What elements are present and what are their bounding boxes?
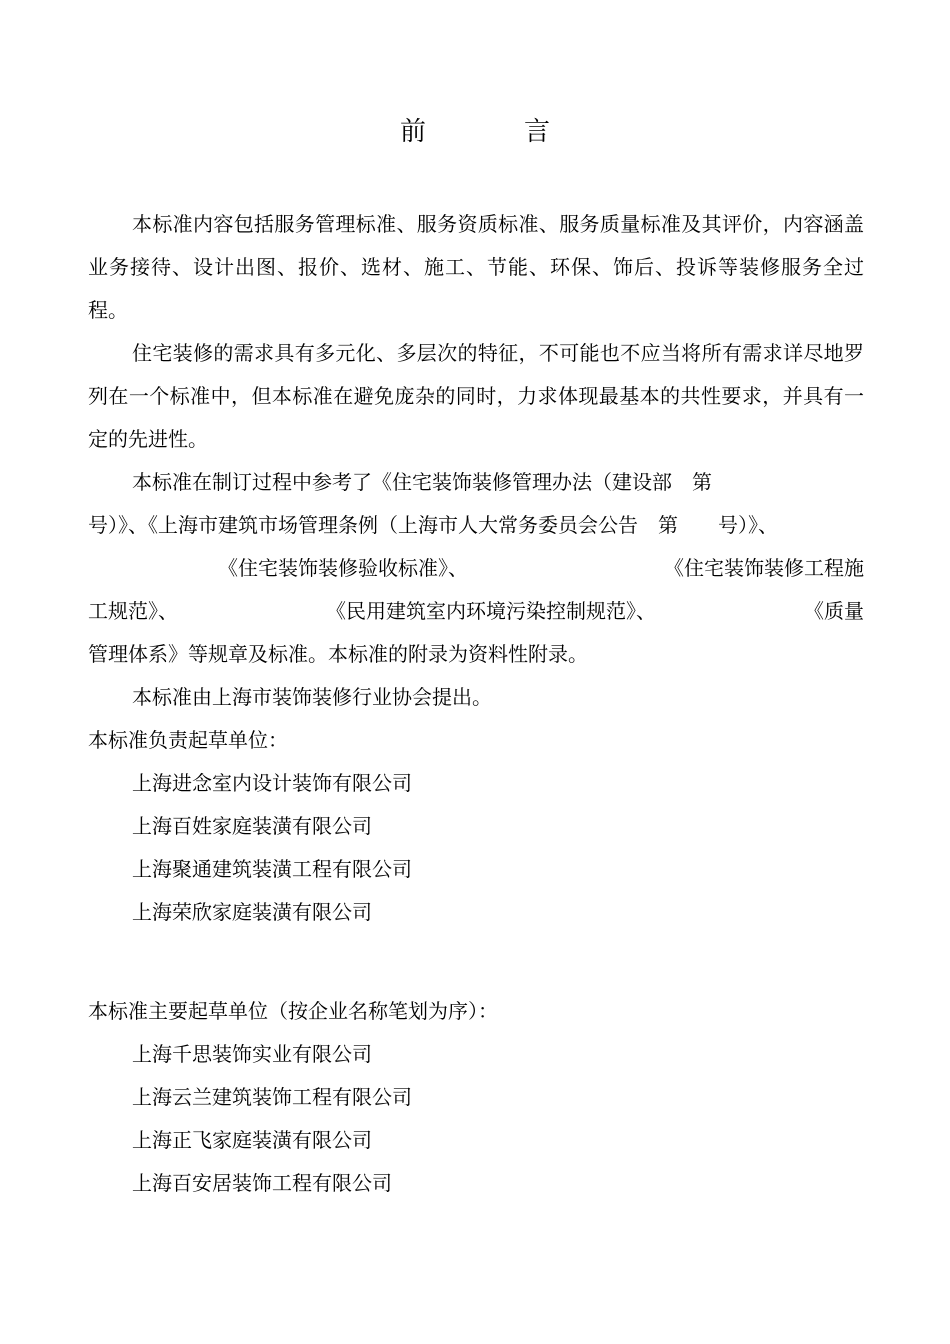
main-company: 上海千思装饰实业有限公司 [132,1042,372,1066]
main-drafters-heading: 本标准主要起草单位（按企业名称笔划为序）： [88,999,498,1023]
main-company: 上海百安居装饰工程有限公司 [132,1171,392,1195]
paragraph-requirements: 住宅装修的需求具有多元化、多层次的特征，不可能也不应当将所有需求详尽地罗列在一个标准中，但本标准在避免庞杂的同时，力求体现最基本的共性要求，并具有一定的先进性。 [88,341,864,451]
reference-quality-start: 《质量 [804,599,864,623]
paragraph-proposer: 本标准由上海市装饰装修行业协会提出。 [132,685,492,709]
reference-acceptance-standard: 《住宅装饰装修验收标准》、 [218,556,468,580]
main-company: 上海云兰建筑装饰工程有限公司 [132,1085,412,1109]
paragraph-scope: 本标准内容包括服务管理标准、服务资质标准、服务质量标准及其评价，内容涵盖业务接待、设计出图、报价、选材、施工、节能、环保、饰后、投诉等装修服务全过程。 [88,212,864,322]
reference-pollution-control: 《民用建筑室内环境污染控制规范》、 [326,599,656,623]
paragraph-references-line-1: 本标准在制订过程中参考了《住宅装饰装修管理办法（建设部 第 [132,470,712,494]
responsible-company: 上海聚通建筑装潢工程有限公司 [132,857,412,881]
paragraph-references-line-2: 号）》、《上海市建筑市场管理条例（上海市人大常务委员会公告 第 号）》、 [88,513,778,537]
main-drafters-section [88,990,864,1205]
responsible-company: 上海百姓家庭装潢有限公司 [132,814,372,838]
paragraph-references-line-4 [88,590,864,633]
responsible-company: 上海荣欣家庭装潢有限公司 [132,900,372,924]
responsible-company: 上海进念室内设计装饰有限公司 [132,771,412,795]
preface-body [88,203,864,934]
responsible-drafters-heading: 本标准负责起草单位： [88,728,288,752]
page-title: 前 言 [399,117,586,147]
main-company: 上海正飞家庭装潢有限公司 [132,1128,372,1152]
paragraph-references-line-5: 管理体系》等规章及标准。本标准的附录为资料性附录。 [88,642,588,666]
paragraph-references-line-3 [88,547,864,590]
reference-construction-spec-end: 工规范》、 [88,599,178,623]
reference-construction-spec: 《住宅装饰装修工程施 [664,556,864,580]
